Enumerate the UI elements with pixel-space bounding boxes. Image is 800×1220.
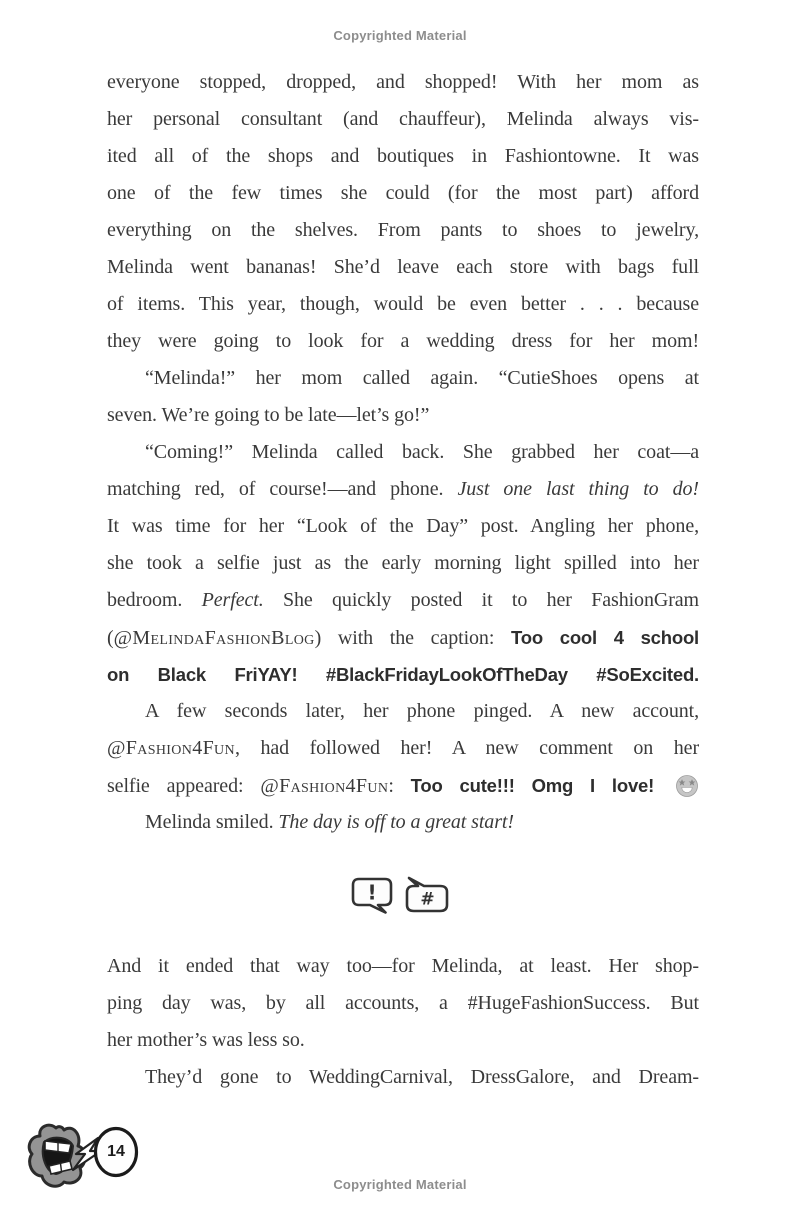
body-text: selfie appeared: bbox=[107, 775, 261, 797]
body-text: bedroom. bbox=[107, 589, 202, 611]
text-line bbox=[107, 1059, 699, 1096]
text-line bbox=[107, 1022, 699, 1059]
body-text: everything on the shelves. From pants to shoes to jewelry, bbox=[107, 219, 699, 241]
text-line bbox=[107, 138, 699, 175]
body-text: “Melinda!” her mom called again. “CutieShoes opens at bbox=[145, 367, 699, 389]
scene-break-divider bbox=[0, 876, 800, 921]
text-line bbox=[107, 948, 699, 985]
body-text: A few seconds later, her phone pinged. A new account, bbox=[145, 700, 699, 722]
body-text-upper bbox=[107, 64, 699, 841]
text-line bbox=[107, 286, 699, 323]
body-text: seven. We’re going to be late—let’s go!” bbox=[107, 404, 430, 426]
body-text: her mother’s was less so. bbox=[107, 1029, 305, 1051]
exclamation-speech-bubble-icon bbox=[350, 876, 394, 919]
italic-text: Just one last thing to do! bbox=[457, 478, 699, 500]
body-text: Melinda went bananas! She’d leave each store with bags full bbox=[107, 256, 699, 278]
copyright-notice-bottom: Copyrighted Material bbox=[333, 1177, 467, 1192]
body-text: It was time for her “Look of the Day” post. Angling her phone, bbox=[107, 515, 699, 537]
caption-text: Too cool 4 school bbox=[511, 627, 699, 648]
star-struck-emoji bbox=[675, 774, 699, 798]
text-line bbox=[107, 175, 699, 212]
italic-text: Perfect. bbox=[201, 589, 264, 611]
body-text: ping day was, by all accounts, a #HugeFashionSuccess. But bbox=[107, 992, 699, 1014]
body-text: matching red, of course!—and phone. bbox=[107, 478, 458, 500]
username-text: @MelindaFashionBlog bbox=[113, 627, 315, 649]
body-text: They’d gone to WeddingCarnival, DressGalore, and Dream- bbox=[145, 1066, 699, 1088]
body-text: of items. This year, though, would be even better . . . because bbox=[107, 293, 699, 315]
italic-text: The day is off to a great start! bbox=[278, 811, 514, 833]
hashtag-speech-bubble-icon bbox=[404, 876, 450, 921]
body-text: ited all of the shops and boutiques in Fashiontowne. It was bbox=[107, 145, 699, 167]
body-text: And it ended that way too—for Melinda, at least. Her shop- bbox=[107, 955, 699, 977]
text-line bbox=[107, 767, 699, 804]
body-text: , had followed her! A new comment on her bbox=[234, 737, 699, 759]
body-text: “Coming!” Melinda called back. She grabbed her coat—a bbox=[145, 441, 699, 463]
text-line bbox=[107, 101, 699, 138]
text-line bbox=[107, 693, 699, 730]
username-text: @Fashion4Fun bbox=[260, 775, 389, 797]
body-text: : bbox=[388, 775, 411, 797]
body-text: She quickly posted it to her FashionGram bbox=[263, 589, 699, 611]
text-line bbox=[107, 804, 699, 841]
text-line bbox=[107, 249, 699, 286]
text-line bbox=[107, 582, 699, 619]
text-line bbox=[107, 397, 699, 434]
text-line bbox=[107, 64, 699, 101]
text-line bbox=[107, 545, 699, 582]
text-line bbox=[107, 656, 699, 693]
body-text: everyone stopped, dropped, and shopped! With her mom as bbox=[107, 71, 699, 93]
hashtag-glyph: # bbox=[420, 889, 435, 910]
copyright-notice-top: Copyrighted Material bbox=[333, 28, 467, 43]
body-text: she took a selfie just as the early morning light spilled into her bbox=[107, 552, 699, 574]
text-line bbox=[107, 212, 699, 249]
username-text: @Fashion4Fun bbox=[107, 737, 235, 759]
text-line bbox=[107, 985, 699, 1022]
body-text: Melinda smiled. bbox=[145, 811, 279, 833]
text-line bbox=[107, 471, 699, 508]
text-line bbox=[107, 508, 699, 545]
body-text: ) with the caption: bbox=[314, 627, 512, 649]
body-text-lower bbox=[107, 948, 699, 1096]
body-text: ( bbox=[107, 627, 114, 649]
caption-text: Too cute!!! Omg I love! bbox=[410, 775, 655, 796]
exclamation-glyph: ! bbox=[367, 880, 377, 905]
text-line bbox=[107, 730, 699, 767]
text-line bbox=[107, 619, 699, 656]
body-text: one of the few times she could (for the most part) afford bbox=[107, 182, 699, 204]
caption-text: on Black FriYAY! #BlackFridayLookOfTheDay #SoExcited. bbox=[107, 664, 699, 685]
page-number: 14 bbox=[107, 1143, 125, 1160]
text-line bbox=[107, 323, 699, 360]
text-line bbox=[107, 360, 699, 397]
body-text: they were going to look for a wedding dress for her mom! bbox=[107, 330, 699, 352]
body-text: her personal consultant (and chauffeur), Melinda always vis- bbox=[107, 108, 699, 130]
text-line bbox=[107, 434, 699, 471]
